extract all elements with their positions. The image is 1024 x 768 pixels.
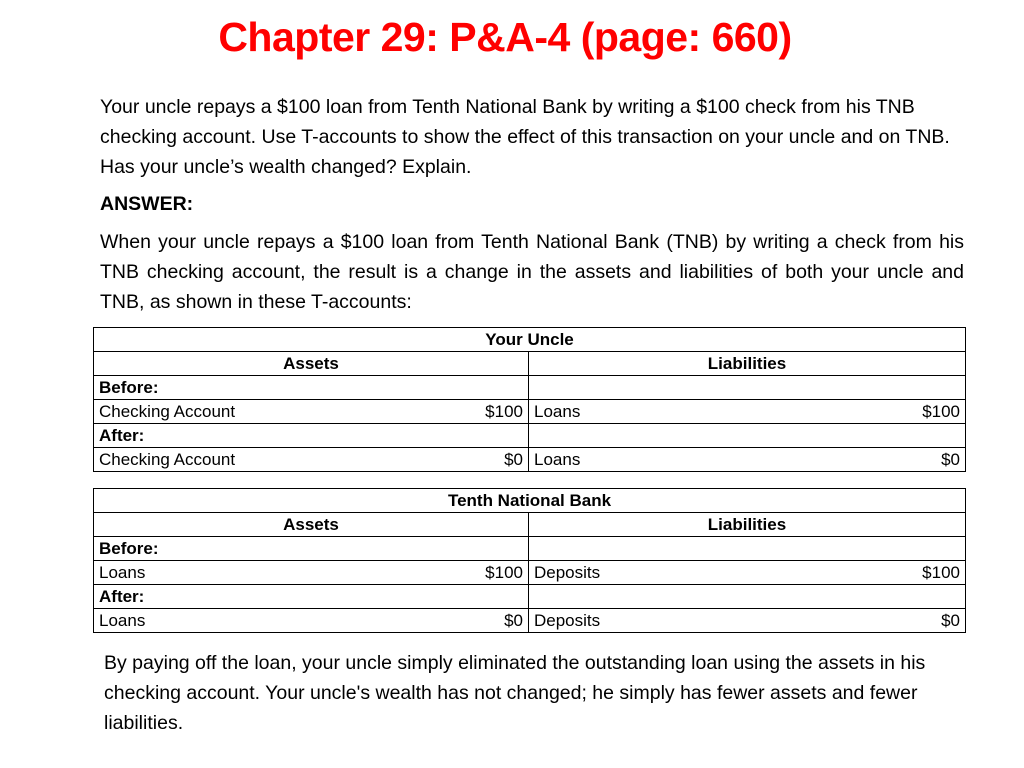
liabilities-header: Liabilities: [529, 513, 966, 537]
liability-cell: [529, 609, 966, 633]
asset-name: Loans: [99, 563, 146, 582]
asset-name: Checking Account: [99, 402, 236, 421]
asset-value: $100: [485, 563, 523, 582]
asset-cell: [94, 561, 529, 585]
assets-header: Assets: [94, 352, 529, 376]
t-account-title: Tenth National Bank: [94, 489, 966, 513]
asset-name: Checking Account: [99, 450, 236, 469]
liability-cell: [529, 561, 966, 585]
liability-value: $0: [941, 611, 960, 630]
liability-cell: [529, 448, 966, 472]
liability-value: $100: [922, 402, 961, 421]
liability-name: Deposits: [534, 611, 601, 630]
assets-header: Assets: [94, 513, 529, 537]
conclusion-text: By paying off the loan, your uncle simply eliminated the outstanding loan using the assets in his checking account. Your uncle's wealth has not changed; he simply has fewer assets and fewer liabilities.: [104, 652, 926, 734]
t-account-your-uncle: [93, 327, 966, 472]
after-label: After:: [94, 585, 529, 609]
liability-value: $0: [941, 450, 961, 469]
asset-name: Loans: [99, 611, 146, 630]
asset-cell: [94, 609, 529, 633]
table-row: [94, 448, 966, 472]
table-row: [94, 561, 966, 585]
liabilities-header: Liabilities: [529, 352, 966, 376]
table-row: [94, 609, 966, 633]
asset-value: $0: [504, 611, 523, 630]
answer-text: When your uncle repays a $100 loan from Tenth National Bank (TNB) by writing a check from his TNB checking account, the result is a change in the assets and liabilities of both your uncle and TNB, as shown in these T-accounts:: [100, 231, 964, 313]
liability-name: Deposits: [534, 563, 601, 582]
after-label: After:: [94, 424, 529, 448]
empty-cell: [529, 424, 966, 448]
empty-cell: [529, 376, 966, 400]
answer-label: ANSWER:: [100, 193, 194, 215]
liability-cell: [529, 400, 966, 424]
asset-value: $100: [485, 402, 523, 421]
before-label: Before:: [94, 537, 529, 561]
t-account-tenth-national-bank: [93, 488, 966, 633]
question-text: Your uncle repays a $100 loan from Tenth National Bank by writing a $100 check from his TNB checking account. Use T-accounts to show the effect of this transaction on your uncle and on TNB. Has your uncle’s wealth changed? Explain.: [100, 96, 950, 178]
asset-value: $0: [504, 450, 523, 469]
slide-title: Chapter 29: P&A-4 (page: 660): [218, 14, 792, 60]
asset-cell: [94, 448, 529, 472]
empty-cell: [529, 537, 966, 561]
liability-name: Loans: [534, 402, 581, 421]
empty-cell: [529, 585, 966, 609]
liability-value: $100: [922, 563, 960, 582]
before-label: Before:: [94, 376, 529, 400]
t-account-title: Your Uncle: [94, 328, 966, 352]
asset-cell: [94, 400, 529, 424]
liability-name: Loans: [534, 450, 581, 469]
table-row: [94, 400, 966, 424]
